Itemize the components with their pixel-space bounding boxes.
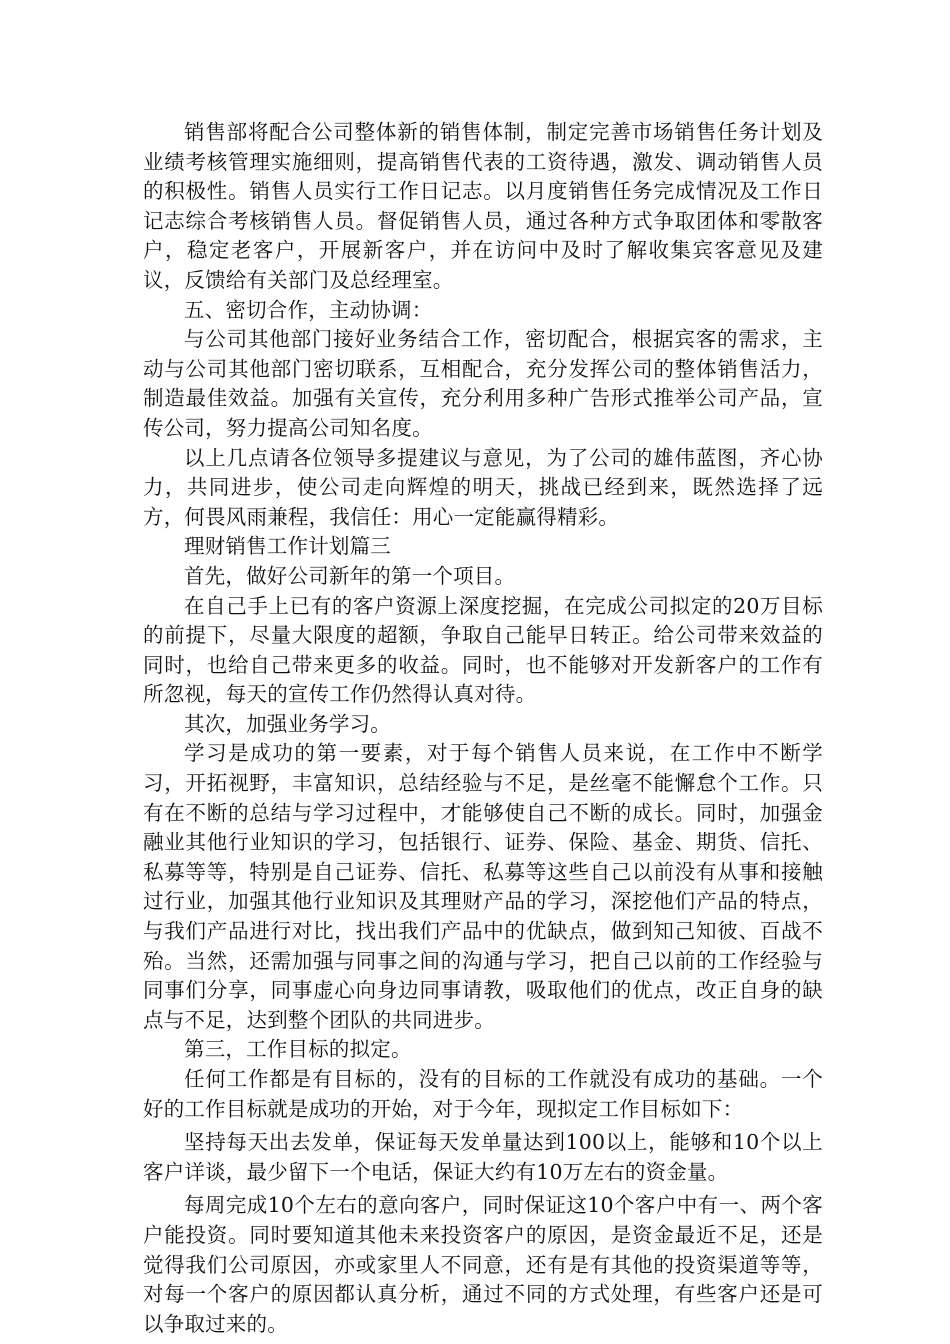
document-body	[143, 118, 823, 1339]
heading-third: 第三，工作目标的拟定。	[184, 1037, 412, 1062]
paragraph-second: 学习是成功的第一要素，对于每个销售人员来说，在工作中不断学习，开拓视野，丰富知识，总结经验与不足，是丝毫不能懈怠个工作。只有在不断的总结与学习过程中，才能够使自己不断的成长。同时，加强金融业其他行业知识的学习，包括银行、证券、保险、基金、期货、信托、私募等等，特别是自己证券、信托、私募等这些自己以前没有从事和接触过行业，加强其他行业知识及其理财产品的学习，深挖他们产品的特点，与我们产品进行对比，找出我们产品中的优缺点，做到知己知彼、百战不殆。当然，还需加强与同事之间的沟通与学习，把自己以前的工作经验与同事们分享，同事虚心向身边同事请教，吸取他们的优点，改正自身的缺点与不足，达到整个团队的共同进步。	[143, 741, 823, 1032]
heading-first: 首先，做好公司新年的第一个项目。	[184, 563, 516, 588]
paragraph-third: 任何工作都是有目标的，没有的目标的工作就没有成功的基础。一个好的工作目标就是成功的开始，对于今年，现拟定工作目标如下：	[143, 1067, 823, 1121]
paragraph-weekly-goal: 每周完成10个左右的意向客户，同时保证这10个客户中有一、两个客户能投资。同时要知道其他未来投资客户的原因，是资金最近不足，还是觉得我们公司原因，亦或家里人不同意，还有是有其他的投资渠道等等，对每一个客户的原因都认真分析，通过不同的方式处理，有些客户还是可以争取过来的。	[143, 1193, 823, 1336]
paragraph-first: 在自己手上已有的客户资源上深度挖掘，在完成公司拟定的20万目标的前提下，尽量大限度的超额，争取自己能早日转正。给公司带来效益的同时，也给自己带来更多的收益。同时，也不能够对开发新客户的工作有所忽视，每天的宣传工作仍然得认真对待。	[143, 593, 823, 707]
section-title: 理财销售工作计划篇三	[184, 534, 391, 559]
paragraph-closing: 以上几点请各位领导多提建议与意见，为了公司的雄伟蓝图，齐心协力，共同进步，使公司走向辉煌的明天，挑战已经到来，既然选择了远方，何畏风雨兼程，我信任：用心一定能赢得精彩。	[143, 445, 823, 529]
paragraph-cooperation: 与公司其他部门接好业务结合工作，密切配合，根据宾客的需求，主动与公司其他部门密切联系，互相配合，充分发挥公司的整体销售活力，制造最佳效益。加强有关宣传，充分利用多种广告形式推举公司产品，宣传公司，努力提高公司知名度。	[143, 327, 823, 440]
paragraph-sales-system: 销售部将配合公司整体新的销售体制，制定完善市场销售任务计划及业绩考核管理实施细则，提高销售代表的工资待遇，激发、调动销售人员的积极性。销售人员实行工作日记志。以月度销售任务完成情况及工作日记志综合考核销售人员。督促销售人员，通过各种方式争取团体和零散客户，稳定老客户，开展新客户，并在访问中及时了解收集宾客意见及建议，反馈给有关部门及总经理室。	[143, 120, 823, 292]
heading-cooperation: 五、密切合作，主动协调：	[184, 297, 433, 322]
paragraph-daily-goal: 坚持每天出去发单，保证每天发单量达到100以上，能够和10个以上客户详谈，最少留下一个电话，保证大约有10万左右的资金量。	[143, 1130, 823, 1184]
heading-second: 其次，加强业务学习。	[184, 711, 391, 736]
